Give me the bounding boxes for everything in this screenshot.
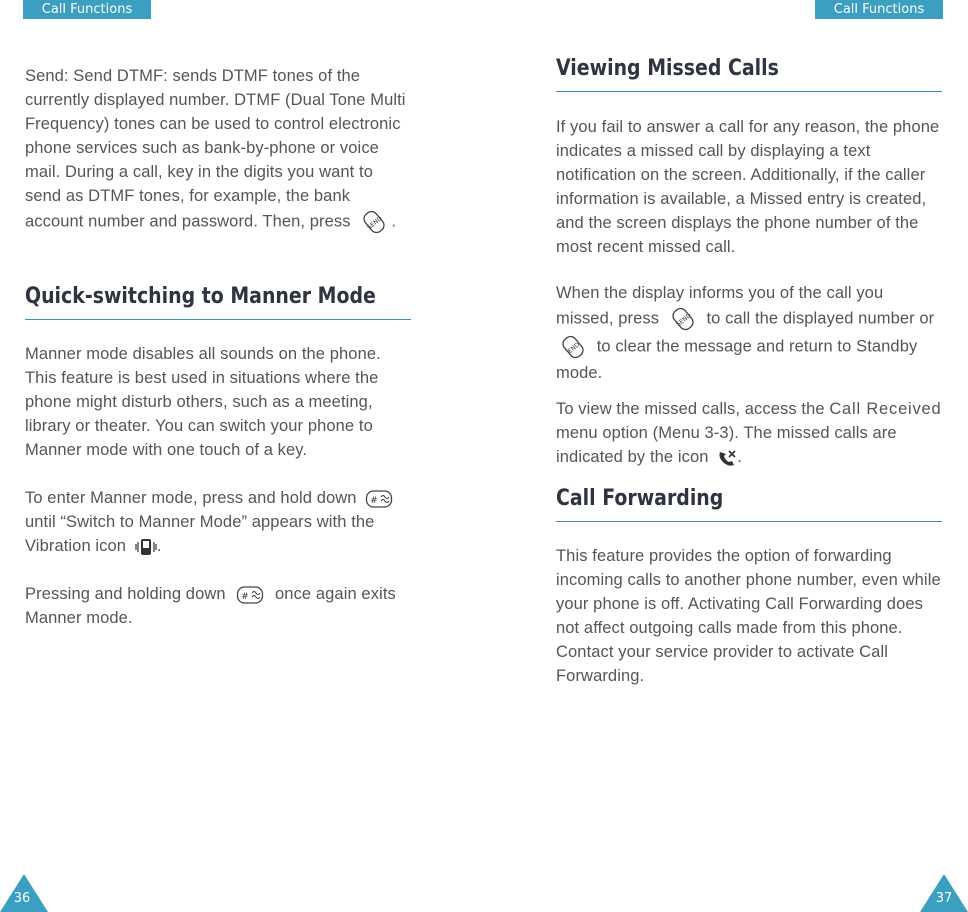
send-key-label: SEND bbox=[366, 214, 385, 232]
manner-para-2 bbox=[25, 486, 411, 558]
end-key-label: END bbox=[566, 341, 582, 356]
header-tab-right: Call Functions bbox=[815, 0, 943, 19]
missed-calls-heading: Viewing Missed Calls bbox=[556, 56, 779, 81]
missed-para-2 bbox=[556, 281, 942, 385]
manner-mode-heading: Quick-switching to Manner Mode bbox=[25, 284, 376, 309]
hash-key-icon bbox=[365, 489, 393, 509]
manner-para-3 bbox=[25, 582, 411, 630]
manner-para-2-b: until “Switch to Manner Mode” appears with the Vibration icon bbox=[25, 513, 375, 555]
manner-para-1: Manner mode disables all sounds on the phone. This feature is best used in situations where the phone might disturb others, such as a meeting, library or theater. You can switch your phone to Manner mode with one touch of a key. bbox=[25, 345, 381, 459]
manner-body bbox=[25, 342, 411, 630]
missed-para-2-b: to call the displayed number or bbox=[706, 309, 935, 328]
missed-para-3 bbox=[556, 397, 942, 469]
left-column bbox=[25, 64, 411, 236]
missed-para-3-b: menu option (Menu 3-3). The missed calls are indicated by the icon bbox=[556, 424, 897, 466]
missed-para-3-c: . bbox=[737, 448, 742, 466]
send-key-icon-2 bbox=[670, 305, 696, 333]
forwarding-body bbox=[556, 544, 942, 688]
page-number-left: 36 bbox=[13, 891, 31, 906]
manner-para-2-c: . bbox=[156, 537, 162, 555]
page-number-badge-left bbox=[0, 874, 48, 912]
manner-para-2-a: To enter Manner mode, press and hold down bbox=[25, 489, 357, 507]
send-key-label-2: SEND bbox=[674, 311, 693, 329]
forwarding-section bbox=[556, 486, 942, 522]
end-key-icon bbox=[560, 333, 586, 361]
missed-para-1: If you fail to answer a call for any reason, the phone indicates a missed call by displaying a text notification on the screen. Additionally, if the caller information is available, a Missed entry is created, and the screen displays the phone number of the most recent missed call. bbox=[556, 118, 940, 256]
hash-key-icon-2 bbox=[236, 585, 264, 605]
manner-heading-rule bbox=[25, 319, 411, 320]
manner-para-3-b: once again exits Manner mode. bbox=[25, 585, 396, 627]
header-tab-left: Call Functions bbox=[23, 0, 151, 19]
forwarding-para-1: This feature provides the option of forwarding incoming calls to another phone number, even while your phone is off. Activating Call Forwarding does not affect outgoing calls made from this phone. Contact your service provider to activate Call Forwarding. bbox=[556, 547, 941, 685]
call-forwarding-heading: Call Forwarding bbox=[556, 486, 724, 511]
missed-body bbox=[556, 115, 942, 469]
missed-heading-rule bbox=[556, 91, 942, 92]
manner-para-3-a: Pressing and holding down bbox=[25, 585, 226, 603]
missed-menu-name: Call Received bbox=[829, 400, 942, 418]
send-key-icon bbox=[361, 208, 387, 236]
manner-section bbox=[25, 284, 411, 320]
send-dtmf-paragraph bbox=[25, 64, 411, 236]
missed-call-icon bbox=[717, 449, 737, 467]
hash-key-label-2: # bbox=[241, 591, 250, 602]
page-number-right: 37 bbox=[935, 891, 953, 906]
hash-key-label: # bbox=[370, 495, 379, 506]
missed-section bbox=[556, 56, 942, 92]
send-dtmf-text: Send: Send DTMF: sends DTMF tones of the currently displayed number. DTMF (Dual Tone Multi Frequency) tones can be used to control electronic phone services such as bank-by-phone or voice mail. During a call, key in the digits you want to send as DTMF tones, for example, the bank account number and password. Then, press bbox=[25, 67, 406, 231]
missed-para-3-a: To view the missed calls, access the bbox=[556, 400, 825, 418]
missed-para-2-c: to clear the message and return to Standby mode. bbox=[556, 337, 918, 382]
forwarding-heading-rule bbox=[556, 521, 942, 522]
missed-para-2-a: When the display informs you of the call you missed, press bbox=[556, 284, 884, 328]
vibration-icon bbox=[135, 538, 157, 556]
send-dtmf-period: . bbox=[391, 212, 397, 231]
page-number-badge-right bbox=[920, 874, 968, 912]
